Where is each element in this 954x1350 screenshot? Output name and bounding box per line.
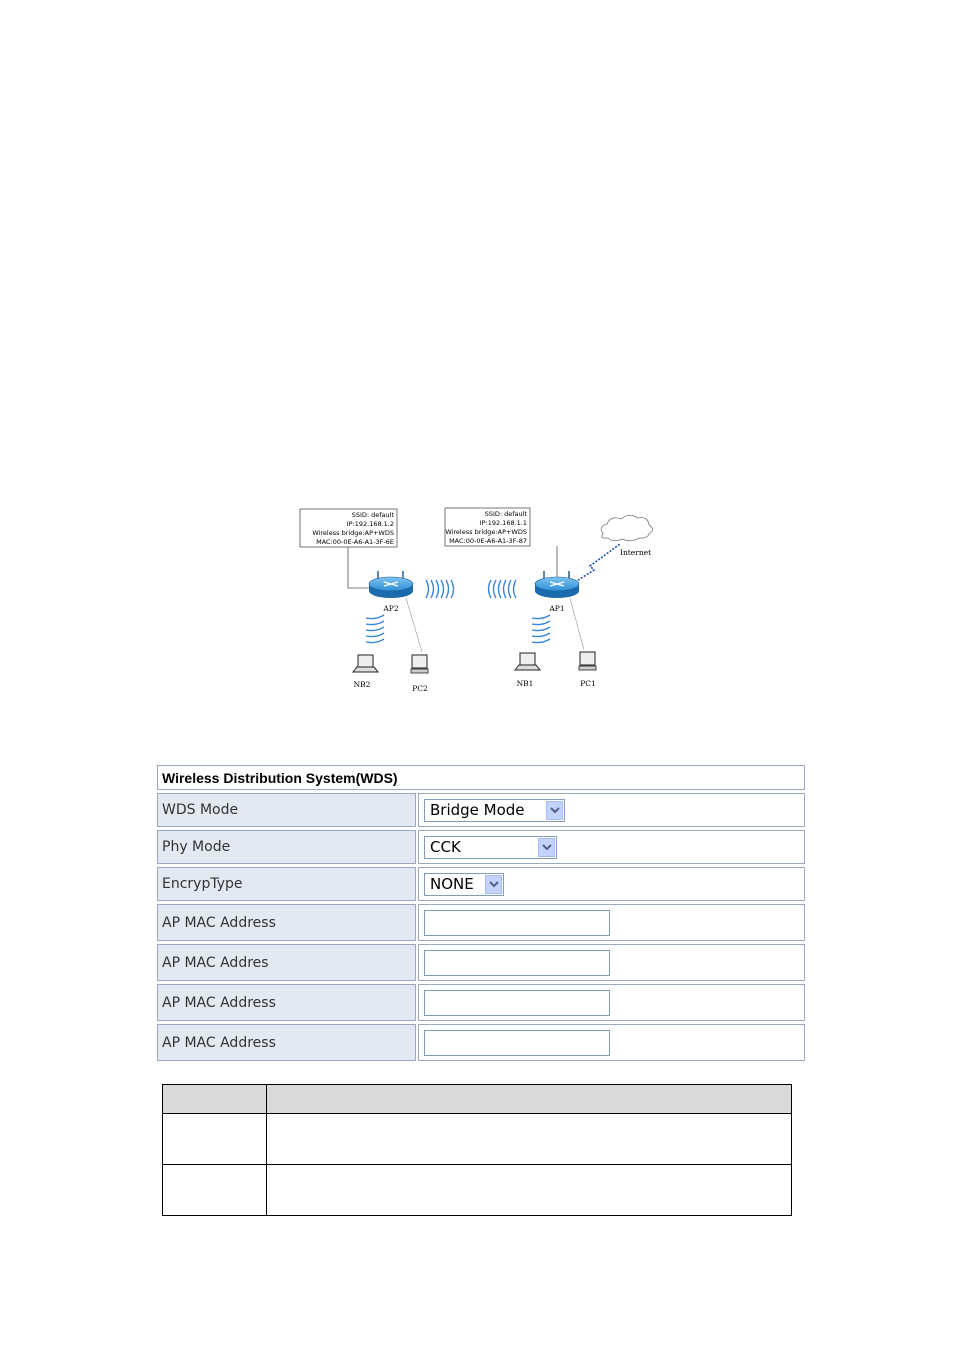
ap1-ssid: SSID: default <box>484 510 527 518</box>
header-cell <box>267 1085 792 1114</box>
encryp-type-select[interactable] <box>424 873 504 896</box>
ap-mac-label: AP MAC Address <box>157 1024 416 1061</box>
ap-mac-input[interactable] <box>424 950 610 976</box>
ap2-box-connector <box>348 547 373 588</box>
phy-mode-select[interactable] <box>424 836 557 859</box>
description-cell <box>163 1114 267 1165</box>
ap1-bridge: Wireless bridge:AP+WDS <box>445 528 527 536</box>
pc2-label: PC2 <box>412 684 428 693</box>
nb2-label: NB2 <box>353 680 371 689</box>
pc1-label: PC1 <box>580 679 596 688</box>
ap2-ip: IP:192.168.1.2 <box>346 520 394 528</box>
ap2-pc2-link <box>406 598 422 652</box>
chevron-down-icon[interactable] <box>538 838 555 857</box>
ap-mac-input[interactable] <box>424 1030 610 1056</box>
ap-mac-label: AP MAC Address <box>157 984 416 1021</box>
description-cell <box>267 1165 792 1216</box>
ap2-bridge: Wireless bridge:AP+WDS <box>312 529 394 537</box>
description-cell <box>163 1165 267 1216</box>
chevron-down-icon[interactable] <box>546 801 563 820</box>
ap-mac-row-3 <box>157 984 805 1021</box>
internet-cloud-icon <box>601 515 652 541</box>
wds-mode-label: WDS Mode <box>157 793 416 827</box>
internet-label: Internet <box>620 548 652 557</box>
header-cell <box>163 1085 267 1114</box>
wds-title: Wireless Distribution System(WDS) <box>157 765 805 790</box>
nb1-label: NB1 <box>516 679 534 688</box>
ap-mac-row-2 <box>157 944 805 981</box>
encryp-type-label: EncrypType <box>157 867 416 901</box>
wds-mode-select[interactable] <box>424 799 565 822</box>
pc1-computer-icon <box>579 652 596 670</box>
ap2-mac: MAC:00-0E-A6-A1-3F-6E <box>316 538 394 546</box>
ap-mac-label: AP MAC Addres <box>157 944 416 981</box>
ap-mac-cell <box>418 904 805 941</box>
ap2-label: AP2 <box>383 604 399 613</box>
phy-mode-selected: CCK <box>430 838 461 856</box>
ap-mac-label: AP MAC Address <box>157 904 416 941</box>
ap1-label: AP1 <box>549 604 565 613</box>
encryp-type-cell <box>418 867 805 901</box>
description-row <box>163 1114 792 1165</box>
ap-mac-cell <box>418 984 805 1021</box>
ap2-ssid: SSID: default <box>351 511 394 519</box>
ap2-info-box <box>300 509 397 547</box>
nb2-laptop-icon <box>353 655 378 672</box>
encryp-type-selected: NONE <box>430 875 474 893</box>
ap-mac-cell <box>418 944 805 981</box>
description-table <box>162 1084 792 1216</box>
pc2-computer-icon <box>411 655 428 673</box>
description-cell <box>267 1114 792 1165</box>
wds-mode-cell <box>418 793 805 827</box>
ap2-router-icon <box>369 571 413 598</box>
encryp-type-row <box>157 867 805 901</box>
ap-mac-input[interactable] <box>424 910 610 936</box>
ap-mac-input[interactable] <box>424 990 610 1016</box>
chevron-down-icon[interactable] <box>485 875 502 894</box>
ap1-pc1-link <box>570 598 584 650</box>
ap1-mac: MAC:00-0E-A6-A1-3F-87 <box>449 537 527 545</box>
ap-mac-cell <box>418 1024 805 1061</box>
ap1-ip: IP:192.168.1.1 <box>479 519 527 527</box>
wds-link-waves-icon <box>426 580 516 598</box>
phy-mode-row <box>157 830 805 864</box>
wds-settings-panel <box>157 765 805 1061</box>
wds-mode-selected: Bridge Mode <box>430 801 525 819</box>
ap1-info-box <box>445 508 530 546</box>
ap1-nb1-waves-icon <box>532 615 550 643</box>
phy-mode-cell <box>418 830 805 864</box>
wds-mode-row <box>157 793 805 827</box>
wds-network-diagram <box>298 500 670 700</box>
nb1-laptop-icon <box>515 653 540 670</box>
description-header-row <box>163 1085 792 1114</box>
phy-mode-label: Phy Mode <box>157 830 416 864</box>
internet-link <box>572 544 620 584</box>
ap-mac-row-1 <box>157 904 805 941</box>
ap-mac-row-4 <box>157 1024 805 1061</box>
ap2-nb2-waves-icon <box>366 615 384 643</box>
description-row <box>163 1165 792 1216</box>
